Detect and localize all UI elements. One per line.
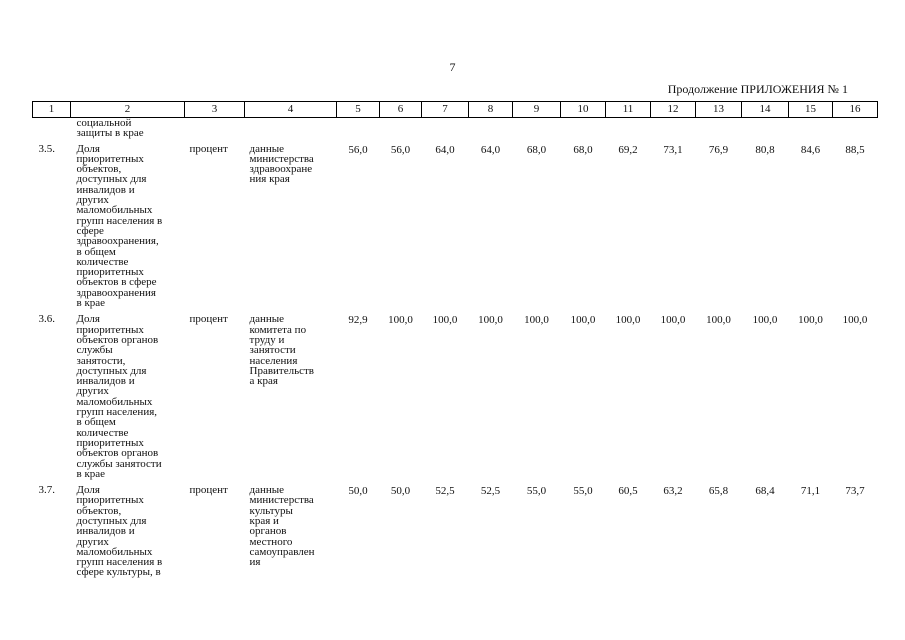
text-line: в общем xyxy=(76,245,116,258)
text-line: сфере культуры, в xyxy=(76,566,161,579)
column-header: 13 xyxy=(696,102,742,118)
value-cell: 64,0 xyxy=(480,143,501,156)
value-cell: 50,0 xyxy=(390,485,411,498)
empty-cell xyxy=(513,118,561,144)
text-line: труду и xyxy=(249,333,285,346)
value-cell: 71,1 xyxy=(800,485,821,498)
text-line: доступных для xyxy=(76,514,147,527)
text-line: объектов органов xyxy=(76,333,159,346)
row-number: 3.6. xyxy=(38,313,55,326)
column-header: 16 xyxy=(833,102,878,118)
unit-cell: процент xyxy=(189,142,228,155)
column-header: 15 xyxy=(789,102,833,118)
text-line: приоритетных xyxy=(76,323,144,336)
text-line: инвалидов и xyxy=(76,525,135,538)
text-line: приоритетных xyxy=(76,266,144,279)
source-cell xyxy=(245,144,337,315)
value-cell: 63,2 xyxy=(663,485,683,498)
indicator-table xyxy=(32,101,878,584)
text-line: самоуправлен xyxy=(249,545,315,558)
source-cell xyxy=(245,314,337,485)
column-header: 6 xyxy=(380,102,422,118)
value-cell: 68,0 xyxy=(573,143,593,156)
value-cell: 100,0 xyxy=(432,314,458,327)
text-line: здравоохранения xyxy=(76,286,156,299)
text-line: занятости xyxy=(249,344,296,357)
text-line: края и xyxy=(249,514,279,527)
unit-cell: процент xyxy=(189,313,228,326)
text-line: приоритетных xyxy=(76,436,144,449)
value-cell: 76,9 xyxy=(708,143,729,156)
column-header: 7 xyxy=(422,102,469,118)
value-cell: 52,5 xyxy=(435,485,455,498)
text-line: данные xyxy=(249,484,285,497)
column-header: 12 xyxy=(651,102,696,118)
value-cell: 100,0 xyxy=(842,314,868,327)
empty-cell xyxy=(185,118,245,144)
text-line: объектов, xyxy=(76,163,122,176)
text-line: маломобильных xyxy=(76,204,153,217)
text-line: маломобильных xyxy=(76,395,153,408)
text-line: доступных для xyxy=(76,173,147,186)
value-cell: 92,9 xyxy=(348,314,368,327)
text-line: защиты в крае xyxy=(76,127,144,140)
value-cell: 50,0 xyxy=(348,485,368,498)
table-row xyxy=(33,485,878,584)
text-line: сфере xyxy=(76,224,104,237)
text-line: культуры xyxy=(249,504,293,517)
text-line: Правительств xyxy=(249,364,314,377)
value-cell: 69,2 xyxy=(618,143,638,156)
value-cell: 100,0 xyxy=(615,314,641,327)
value-cell: 60,5 xyxy=(618,485,638,498)
text-line: населения xyxy=(249,354,298,367)
empty-cell xyxy=(561,118,606,144)
value-cell: 52,5 xyxy=(480,485,501,498)
text-line: других xyxy=(76,535,109,548)
empty-cell xyxy=(469,118,513,144)
text-line: органов xyxy=(249,525,287,538)
text-line: Доля xyxy=(76,142,100,155)
value-cell: 100,0 xyxy=(524,314,549,327)
text-line: других xyxy=(76,194,109,207)
source-cell xyxy=(245,485,337,584)
text-line: данные xyxy=(249,142,285,155)
text-line: групп населения в xyxy=(76,556,163,569)
text-line: в общем xyxy=(76,416,116,429)
value-cell: 64,0 xyxy=(435,143,455,156)
value-cell: 100,0 xyxy=(570,314,596,327)
value-cell: 68,0 xyxy=(526,143,547,156)
text-line: комитета по xyxy=(249,323,307,336)
value-cell: 100,0 xyxy=(798,314,823,327)
unit-cell: процент xyxy=(189,484,228,497)
value-cell: 65,8 xyxy=(708,485,729,498)
value-cell: 68,4 xyxy=(755,485,775,498)
text-line: объектов в сфере xyxy=(76,276,157,289)
text-line: в крае xyxy=(76,467,106,480)
column-header: 2 xyxy=(71,102,185,118)
column-header: 8 xyxy=(469,102,513,118)
empty-cell xyxy=(833,118,878,144)
text-line: министерства xyxy=(249,494,314,507)
value-cell: 100,0 xyxy=(388,314,413,327)
column-header: 14 xyxy=(742,102,789,118)
text-line: данные xyxy=(249,313,285,326)
value-cell: 100,0 xyxy=(660,314,686,327)
text-line: службы занятости xyxy=(76,457,162,470)
value-cell: 100,0 xyxy=(478,314,503,327)
text-line: количестве xyxy=(76,255,129,268)
value-cell: 55,0 xyxy=(573,485,593,498)
value-cell: 73,7 xyxy=(845,485,865,498)
column-header: 11 xyxy=(606,102,651,118)
text-line: групп населения, xyxy=(76,406,158,419)
value-cell: 55,0 xyxy=(526,485,547,498)
text-line: Доля xyxy=(76,484,100,497)
value-cell: 100,0 xyxy=(706,314,731,327)
empty-cell xyxy=(742,118,789,144)
page-number: 7 xyxy=(449,60,456,74)
row-number: 3.5. xyxy=(38,142,55,155)
column-header: 3 xyxy=(185,102,245,118)
text-line: маломобильных xyxy=(76,545,153,558)
text-line: Доля xyxy=(76,313,100,326)
indicator-name-cell xyxy=(71,118,185,144)
empty-cell xyxy=(337,118,380,144)
indicator-name-cell xyxy=(71,144,185,315)
indicator-name-cell xyxy=(71,485,185,584)
empty-cell xyxy=(696,118,742,144)
text-line: в крае xyxy=(76,297,106,310)
text-line: приоритетных xyxy=(76,494,144,507)
row-number: 3.7. xyxy=(38,484,55,497)
table-row xyxy=(33,314,878,485)
text-line: службы xyxy=(76,344,113,357)
value-cell: 88,5 xyxy=(845,143,865,156)
text-line: занятости, xyxy=(76,354,126,367)
text-line: местного xyxy=(249,535,293,548)
text-line: здравоохране xyxy=(249,163,313,176)
continuation-row xyxy=(33,118,878,144)
empty-cell xyxy=(33,118,71,144)
text-line: социальной xyxy=(76,117,132,129)
text-line: приоритетных xyxy=(76,152,144,165)
text-line: а края xyxy=(249,375,278,388)
column-header: 5 xyxy=(337,102,380,118)
value-cell: 84,6 xyxy=(800,143,821,156)
column-header: 4 xyxy=(245,102,337,118)
text-line: доступных для xyxy=(76,364,147,377)
header-row xyxy=(33,102,878,118)
continuation-label: Продолжение ПРИЛОЖЕНИЯ № 1 xyxy=(667,82,848,96)
empty-cell xyxy=(380,118,422,144)
column-header: 10 xyxy=(561,102,606,118)
indicator-name-cell xyxy=(71,314,185,485)
text-line: групп населения в xyxy=(76,214,163,227)
text-line: объектов органов xyxy=(76,447,159,460)
text-line: инвалидов и xyxy=(76,183,135,196)
text-line: количестве xyxy=(76,426,129,439)
text-line: министерства xyxy=(249,152,314,165)
text-line: ия xyxy=(249,556,261,569)
table-row xyxy=(33,144,878,315)
empty-cell xyxy=(651,118,696,144)
empty-cell xyxy=(789,118,833,144)
text-line: ния края xyxy=(249,173,290,186)
empty-cell xyxy=(245,118,337,144)
empty-cell xyxy=(422,118,469,144)
column-header: 1 xyxy=(33,102,71,118)
value-cell: 80,8 xyxy=(755,143,775,156)
text-line: других xyxy=(76,385,109,398)
empty-cell xyxy=(606,118,651,144)
value-cell: 56,0 xyxy=(390,143,411,156)
column-header: 9 xyxy=(513,102,561,118)
value-cell: 73,1 xyxy=(663,143,683,156)
value-cell: 56,0 xyxy=(348,143,368,156)
value-cell: 100,0 xyxy=(752,314,778,327)
text-line: инвалидов и xyxy=(76,375,135,388)
text-line: здравоохранения, xyxy=(76,235,159,248)
text-line: объектов, xyxy=(76,504,122,517)
